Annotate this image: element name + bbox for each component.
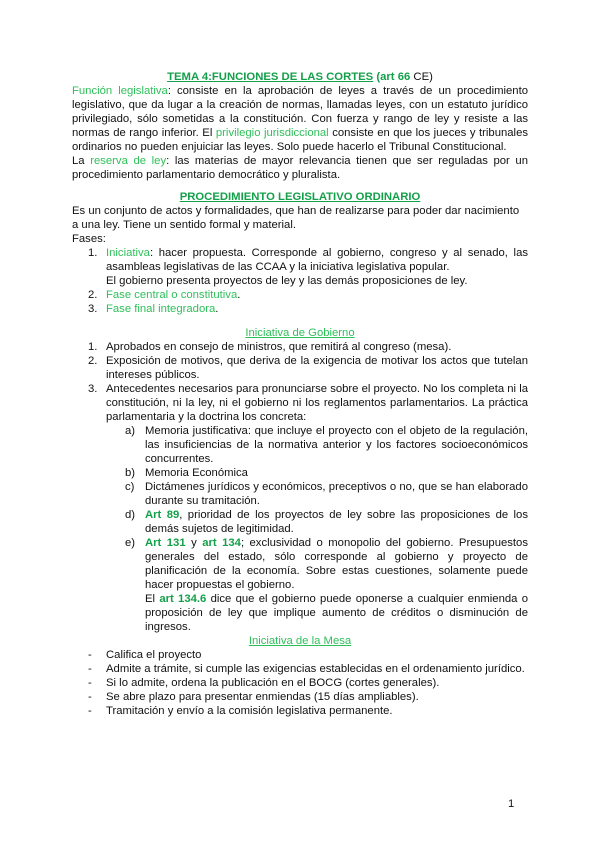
privilegio-term: privilegio jurisdiccional [215, 127, 329, 139]
mesa-item [72, 676, 528, 690]
funcion-term: Función legislativa [72, 85, 168, 97]
procedimiento-title: PROCEDIMIENTO LEGISLATIVO ORDINARIO [179, 191, 421, 203]
tema-ref-art: art 66 [380, 71, 411, 83]
fase-item-extra: El gobierno presenta proyectos de ley y las demás proposiciones de ley. [106, 275, 468, 287]
sub-art-1: Art 131 [145, 537, 186, 549]
sub-art: Art 89 [145, 509, 180, 521]
sub-extra-pre: El [145, 593, 160, 605]
gobierno-item [72, 382, 528, 424]
tema-heading [72, 70, 528, 84]
sub-text: ; exclusividad o monopolio del gobierno. Presupuestos generales del estado, sólo corresponde al gobierno y proyecto de planificación de la economía. Sobre estas cuestiones, solamente puede hacer propuestas el gobierno. [145, 537, 528, 591]
sub-mid: y [185, 537, 203, 549]
sub-text: Memoria Económica [145, 467, 248, 479]
sub-art-2: art 134 [202, 537, 241, 549]
fase-item [72, 288, 528, 302]
gobierno-text: Exposición de motivos, que deriva de la exigencia de motivar los actos que tutelan intereses públicos. [106, 355, 528, 381]
gobierno-text: Aprobados en consejo de ministros, que remitirá al congreso (mesa). [106, 341, 452, 353]
fase-term: Fase final integradora [106, 303, 216, 315]
gobierno-title: Iniciativa de Gobierno [245, 327, 355, 339]
mesa-dash: - [88, 691, 92, 703]
privilegio-text: consiste en que los jueces y tribunales ordinarios no pueden enjuiciar las leyes. Solo puede hacerlo el Tribunal Constitucional. [72, 127, 529, 153]
page-number: 1 [508, 798, 515, 810]
gobierno-list [72, 340, 528, 634]
fase-num: 1. [88, 247, 98, 259]
fase-text: : hacer propuesta. Corresponde al gobierno, congreso y al senado, las asambleas legislativas de las CCAA y la iniciativa legislativa popular. [106, 247, 528, 273]
mesa-text: Si lo admite, ordena la publicación en el BOCG (cortes generales). [106, 677, 440, 689]
mesa-text: Se abre plazo para presentar enmiendas (15 días ampliables). [106, 691, 419, 703]
fase-item [72, 246, 528, 274]
funcion-paragraph [72, 84, 528, 154]
procedimiento-desc-2: a una ley. Tiene un sentido formal y material. [72, 219, 296, 231]
mesa-dash: - [88, 649, 92, 661]
mesa-text: Califica el proyecto [106, 649, 202, 661]
mesa-dash: - [88, 677, 92, 689]
tema-ref-open: ( [376, 71, 381, 83]
sub-item-e-extra [72, 592, 528, 634]
sub-text: Dictámenes jurídicos y económicos, preceptivos o no, que se han elaborado durante su tramitación. [145, 481, 528, 507]
mesa-dash: - [88, 663, 92, 675]
reserva-pre: La [72, 155, 91, 167]
sub-item-a [72, 424, 528, 466]
sub-extra-text: dice que el gobierno puede oponerse a cualquier enmienda o proposición de ley que implique aumento de créditos o disminución de ingresos. [145, 593, 528, 633]
sub-item-e [72, 536, 528, 592]
mesa-text: Tramitación y envío a la comisión legislativa permanente. [106, 705, 393, 717]
fase-item [72, 302, 528, 316]
gobierno-heading [72, 326, 528, 340]
document-page [72, 70, 528, 718]
mesa-text: Admite a trámite, si cumple las exigencias establecidas en el ordenamiento jurídico. [106, 663, 525, 675]
mesa-list [72, 648, 528, 718]
fase-text: . [215, 303, 219, 315]
tema-ref-close: CE) [410, 71, 433, 83]
gobierno-num: 3. [88, 383, 98, 395]
mesa-dash: - [88, 705, 92, 717]
procedimiento-desc-1: Es un conjunto de actos y formalidades, que han de realizarse para poder dar nacimiento [72, 205, 520, 217]
funcion-text: : consiste en la aprobación de leyes a través de un procedimiento legislativo, que da lugar a la creación de normas, llamadas leyes, con un estatuto jurídico privilegiado, sólo sometidas a la constitución. Con fuerza y rango de ley y resiste a las normas de rango inferior. El [72, 85, 529, 139]
sub-extra-art: art 134.6 [159, 593, 207, 605]
fase-term: Iniciativa [106, 247, 150, 259]
procedimiento-heading [72, 190, 528, 204]
sub-num: d) [125, 509, 136, 521]
gobierno-num: 2. [88, 355, 98, 367]
fase-text: . [237, 289, 241, 301]
fases-label: Fases: [72, 233, 106, 245]
reserva-paragraph [72, 154, 528, 182]
fase-num: 3. [88, 303, 98, 315]
tema-title: TEMA 4:FUNCIONES DE LAS CORTES [167, 71, 374, 83]
sub-num: b) [125, 467, 136, 479]
mesa-item [72, 704, 528, 718]
mesa-item [72, 648, 528, 662]
sub-num: c) [125, 481, 135, 493]
sub-item-c [72, 480, 528, 508]
gobierno-item [72, 340, 528, 354]
mesa-item [72, 690, 528, 704]
fases-list [72, 246, 528, 316]
sub-text: , prioridad de los proyectos de ley sobre las proposiciones de los demás sujetos de legitimidad. [145, 509, 528, 535]
fase-num: 2. [88, 289, 98, 301]
fase-term: Fase central o constitutiva [106, 289, 238, 301]
gobierno-num: 1. [88, 341, 98, 353]
mesa-heading [72, 634, 528, 648]
mesa-title: Iniciativa de la Mesa [248, 635, 352, 647]
mesa-item [72, 662, 528, 676]
gobierno-item [72, 354, 528, 382]
reserva-term: reserva de ley [90, 155, 167, 167]
reserva-text: : las materias de mayor relevancia tienen que ser reguladas por un procedimiento parlamentario democrático y pluralista. [72, 155, 528, 181]
gobierno-text: Antecedentes necesarios para pronunciarse sobre el proyecto. No los completa ni la constitución, ni la ley, ni el gobierno ni los reglamentos parlamentarios. La práctica parlamentaria y la doctrina los concreta: [106, 383, 528, 423]
sub-num: e) [125, 537, 136, 549]
sub-text: Memoria justificativa: que incluye el proyecto con el objeto de la regulación, las insuficiencias de la normativa anterior y los factores socioeconómicos concurrentes. [145, 425, 528, 465]
sub-item-d [72, 508, 528, 536]
sub-item-b [72, 466, 528, 480]
sub-num: a) [125, 425, 136, 437]
